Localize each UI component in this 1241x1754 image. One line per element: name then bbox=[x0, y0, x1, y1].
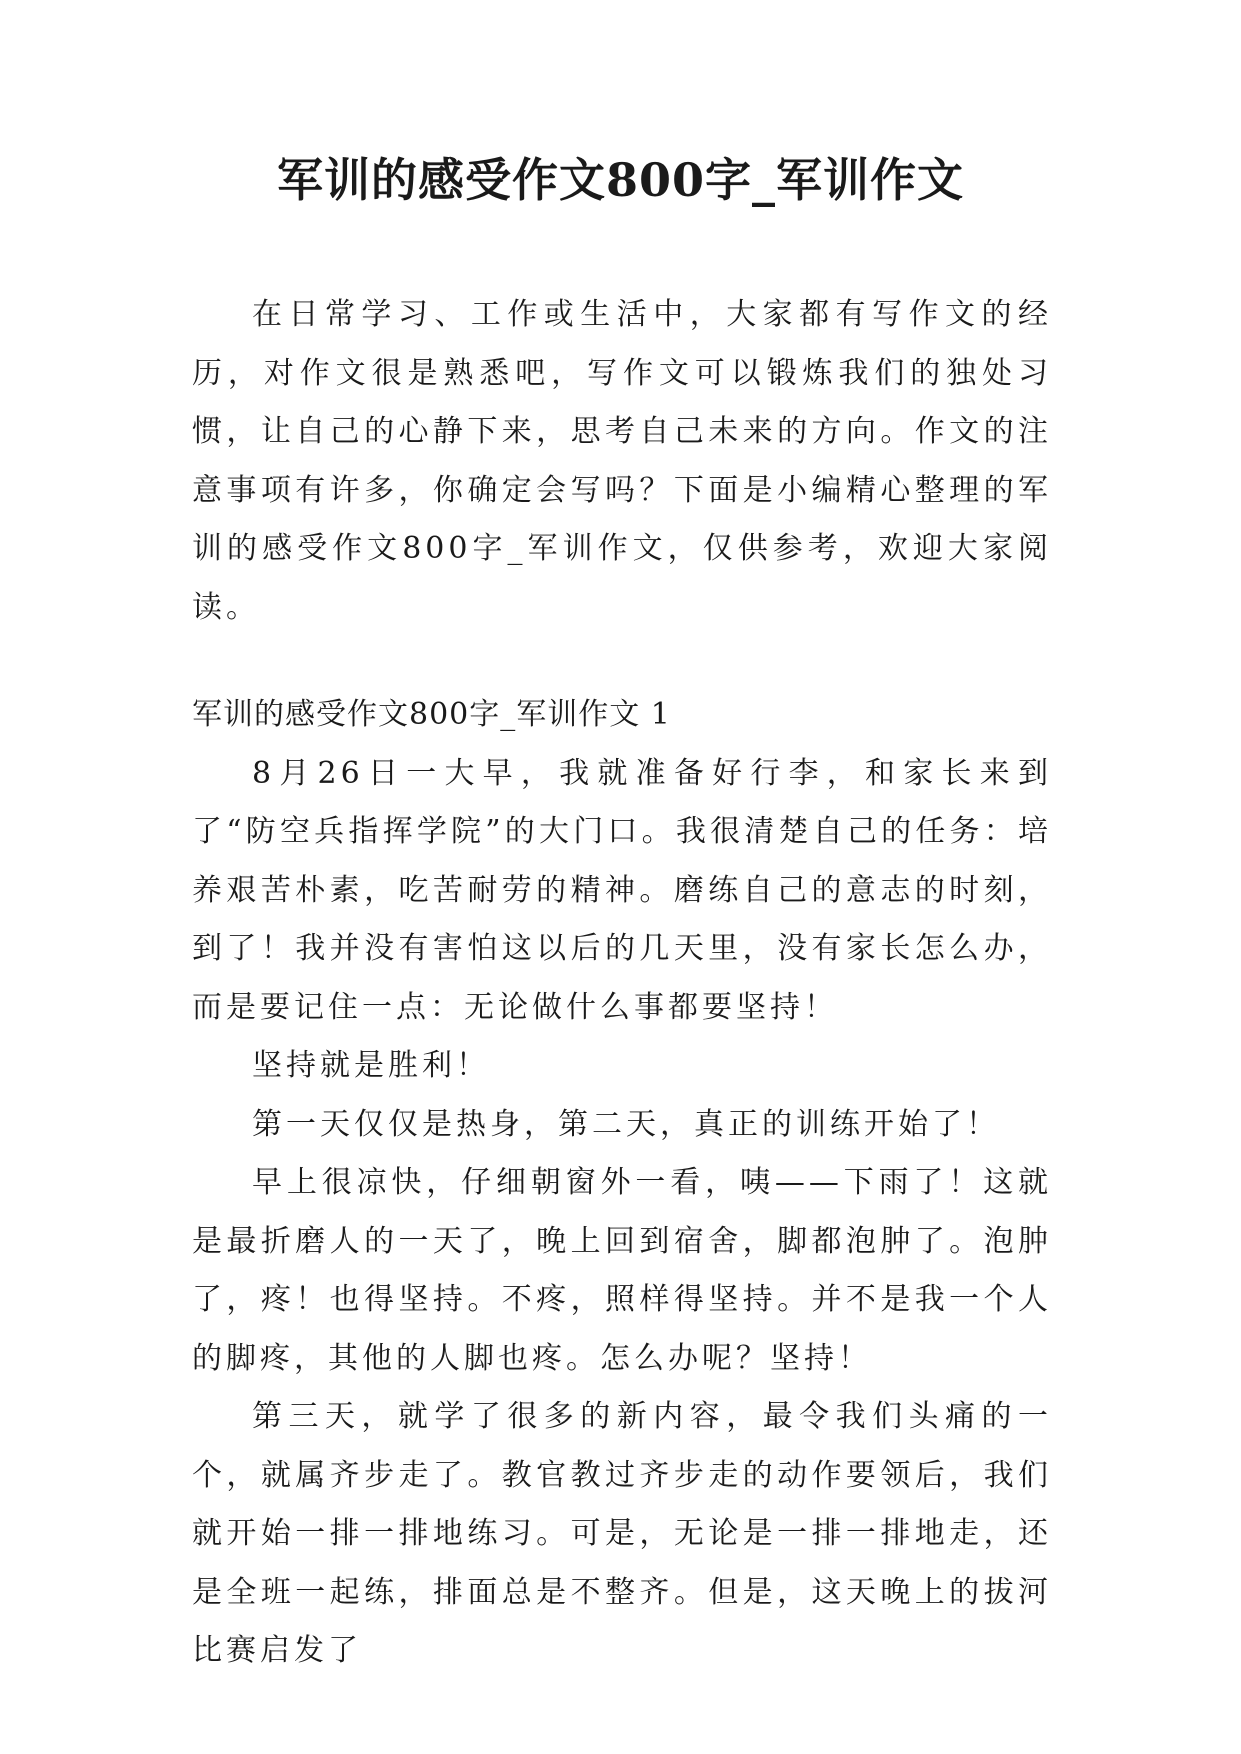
intro-paragraph: 在日常学习、工作或生活中，大家都有写作文的经历，对作文很是熟悉吧，写作文可以锻炼我们的独处习惯，让自己的心静下来，思考自己未来的方向。作文的注意事项有许多，你确定会写吗？下面是小编精心整理的军训的感受作文800字_军训作文，仅供参考，欢迎大家阅读。 bbox=[192, 297, 1052, 625]
body-paragraph: 第三天，就学了很多的新内容，最令我们头痛的一个，就属齐步走了。教官教过齐步走的动作要领后，我们就开始一排一排地练习。可是，无论是一排一排地走，还是全班一起练，排面总是不整齐。但是，这天晚上的拔河比赛启发了 bbox=[192, 1399, 1052, 1668]
body-paragraph: 8月26日一大早，我就准备好行李，和家长来到了“防空兵指挥学院”的大门口。我很清楚自己的任务：培养艰苦朴素，吃苦耐劳的精神。磨练自己的意志的时刻，到了！我并没有害怕这以后的几天里，没有家长怎么办，而是要记住一点：无论做什么事都要坚持！ bbox=[192, 755, 1052, 1025]
body-paragraph: 坚持就是胜利！ bbox=[252, 1048, 490, 1083]
document-title: 军训的感受作文800字_军训作文 bbox=[276, 153, 965, 207]
section-heading: 军训的感受作文800字_军训作文 1 bbox=[192, 697, 671, 732]
body-paragraph: 第一天仅仅是热身，第二天，真正的训练开始了！ bbox=[252, 1106, 1000, 1142]
document-body bbox=[192, 286, 1052, 1681]
body-paragraph: 早上很凉快，仔细朝窗外一看，咦——下雨了！这就是最折磨人的一天了，晚上回到宿舍，脚都泡肿了。泡肿了，疼！也得坚持。不疼，照样得坚持。并不是我一个人的脚疼，其他的人脚也疼。怎么办呢？坚持！ bbox=[192, 1165, 1052, 1376]
